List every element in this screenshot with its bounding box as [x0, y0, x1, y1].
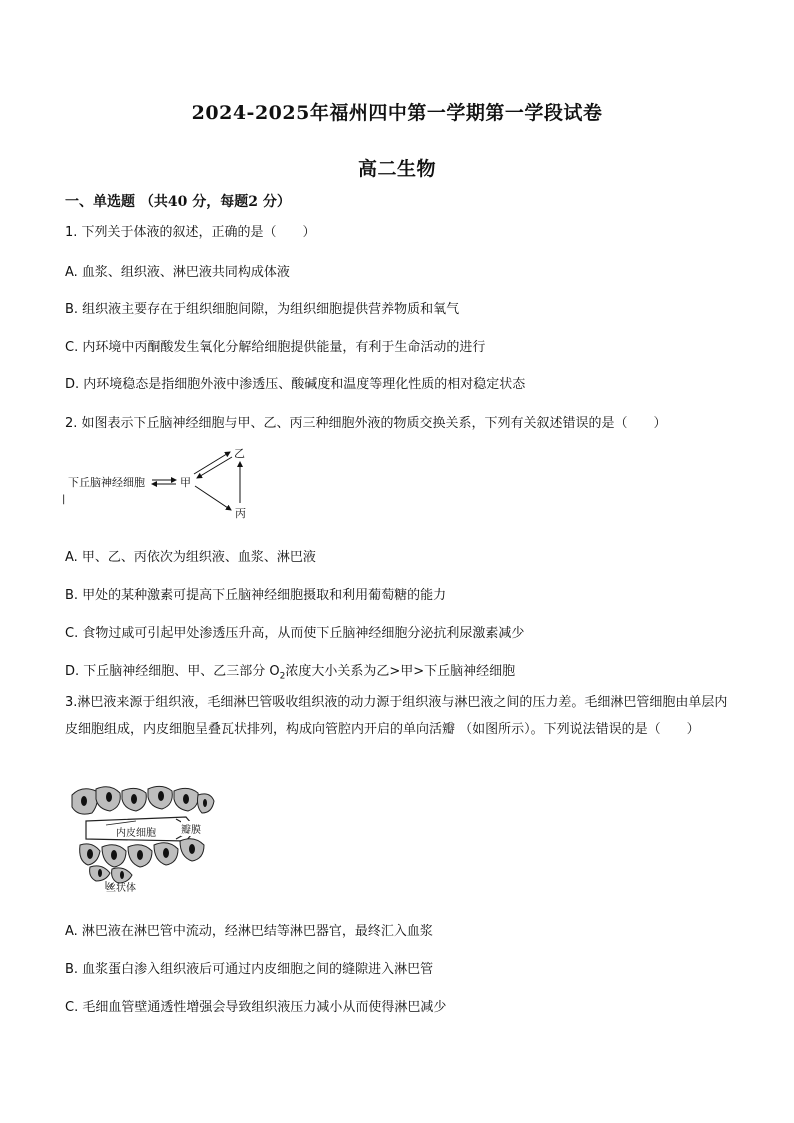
section-header: 一、单选题 （共40 分，每题2 分）	[65, 194, 291, 210]
q1-stem: 1. 下列关于体液的叙述，正确的是（ ）	[65, 225, 316, 240]
q1-option-d: D. 内环境稳态是指细胞外液中渗透压、酸碱度和温度等理化性质的相对稳定状态	[65, 377, 526, 392]
q1-option-c: C. 内环境中丙酮酸发生氧化分解给细胞提供能量，有利于生命活动的进行	[65, 340, 486, 355]
q3-figure	[66, 781, 216, 893]
q3-option-a: A. 淋巴液在淋巴管中流动，经淋巴结等淋巴器官，最终汇入血浆	[65, 924, 433, 939]
q2-option-d	[65, 660, 515, 682]
diagram-label-yi: 乙	[234, 447, 245, 460]
q2-option-d-prefix: D. 下丘脑神经细胞、甲、乙三部分 O	[65, 664, 280, 679]
q2-option-c: C. 食物过咸可引起甲处渗透压升高，从而使下丘脑神经细胞分泌抗利尿激素减少	[65, 626, 525, 641]
diagram-arrows	[62, 440, 262, 525]
diagram-label-bing: 丙	[235, 507, 246, 520]
q2-stem: 2. 如图表示下丘脑神经细胞与甲、乙、丙三种细胞外液的物质交换关系，下列有关叙述错误的是（ ）	[65, 416, 667, 431]
diagram-label-neuron: 下丘脑神经细胞	[68, 476, 145, 489]
q3-stem: 3.淋巴液来源于组织液，毛细淋巴管吸收组织液的动力源于组织液与淋巴液之间的压力差。毛细淋巴管细胞由单层内皮细胞组成，内皮细胞呈叠瓦状排列，构成向管腔内开启的单向活瓣 （如图所示）。下列说法错误的是（ ）	[65, 695, 728, 737]
label-filament: 丝状体	[106, 883, 136, 894]
q1-option-a: A. 血浆、组织液、淋巴液共同构成体液	[65, 265, 290, 280]
label-valve: 瓣膜	[181, 821, 201, 836]
q2-option-d-suffix: 浓度大小关系为乙>甲>下丘脑神经细胞	[285, 664, 516, 679]
label-endothelial-cell: 内皮细胞	[116, 824, 156, 839]
exam-title: 2024-2025年福州四中第一学期第一学段试卷	[191, 102, 603, 124]
subject-title: 高二生物	[357, 158, 436, 180]
diagram-stray-mark: |	[62, 494, 66, 505]
q3-option-b: B. 血浆蛋白渗入组织液后可通过内皮细胞之间的缝隙进入淋巴管	[65, 962, 434, 977]
q2-option-d-subscript: 2	[279, 671, 286, 682]
q2-option-b: B. 甲处的某种激素可提高下丘脑神经细胞摄取和利用葡萄糖的能力	[65, 588, 447, 603]
q2-option-a: A. 甲、乙、丙依次为组织液、血浆、淋巴液	[65, 550, 316, 565]
q1-option-b: B. 组织液主要存在于组织细胞间隙，为组织细胞提供营养物质和氧气	[65, 302, 460, 317]
q3-option-c: C. 毛细血管壁通透性增强会导致组织液压力减小从而使得淋巴减少	[65, 1000, 447, 1015]
q2-diagram	[62, 440, 262, 525]
diagram-label-jia: 甲	[180, 476, 191, 489]
